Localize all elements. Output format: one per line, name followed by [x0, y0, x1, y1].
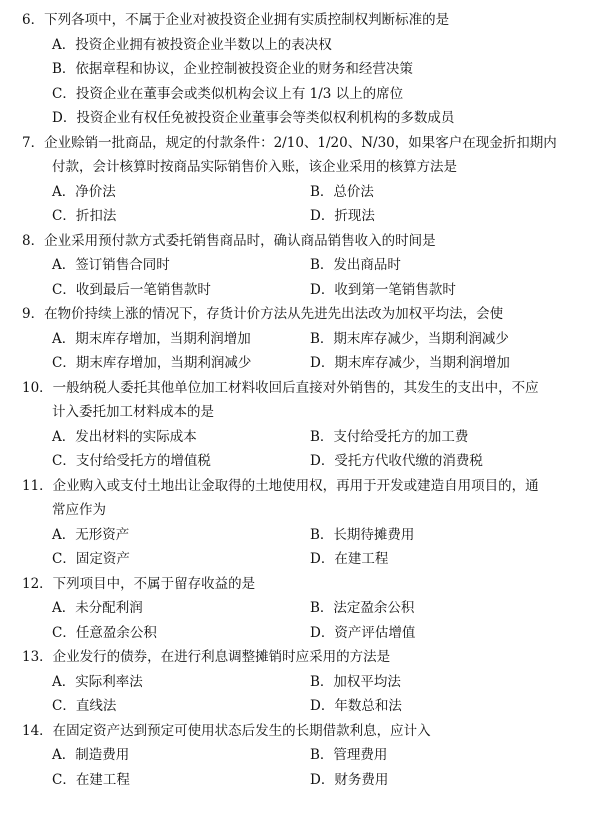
- option-b: B．长期待摊费用: [310, 526, 415, 543]
- options: [22, 253, 580, 302]
- question-11: [22, 474, 580, 572]
- option-c: C．直线法: [52, 698, 117, 714]
- option-d: D．财务费用: [310, 771, 389, 788]
- options: [22, 670, 580, 719]
- question-stem: 8．企业采用预付款方式委托销售商品时，确认商品销售收入的时间是: [22, 232, 436, 249]
- options: [22, 180, 580, 229]
- option-b: B．总价法: [310, 183, 374, 200]
- option-a: A．发出材料的实际成本: [52, 428, 197, 445]
- options: [22, 33, 580, 131]
- option-a: A．制造费用: [52, 747, 130, 763]
- question-stem: 11．企业购入或支付土地出让金取得的土地使用权，再用于开发或建造自用项目的，通: [22, 477, 539, 494]
- option-b: B．管理费用: [310, 747, 388, 763]
- option-c: C．期末库存增加，当期利润减少: [52, 355, 252, 371]
- option-d: D．折现法: [310, 208, 375, 224]
- option-a: A．投资企业拥有被投资企业半数以上的表决权: [52, 36, 332, 53]
- question-stem: 13．企业发行的债券，在进行利息调整摊销时应采用的方法是: [22, 649, 391, 665]
- option-d: D．收到第一笔销售款时: [310, 281, 456, 298]
- option-b: B．期末库存减少，当期利润减少: [310, 330, 509, 347]
- option-d: D．投资企业有权任免被投资企业董事会等类似权利机构的多数成员: [52, 110, 455, 126]
- option-d: D．期末库存减少，当期利润增加: [310, 355, 510, 371]
- question-10: [22, 376, 580, 474]
- option-a: A．签订销售合同时: [52, 257, 170, 273]
- option-c: C．在建工程: [52, 771, 130, 788]
- option-a: A．净价法: [52, 183, 116, 200]
- option-a: A．未分配利润: [52, 600, 143, 616]
- question-13: [22, 645, 580, 719]
- option-d: D．受托方代收代缴的消费税: [310, 453, 483, 469]
- question-stem: 6．下列各项中，不属于企业对被投资企业拥有实质控制权判断标准的是: [22, 12, 450, 28]
- question-stem: 7．企业赊销一批商品，规定的付款条件：2/10、1/20、N/30，如果客户在现金折扣期内: [22, 134, 557, 151]
- question-stem-continued: 常应作为: [52, 502, 106, 518]
- question-stem-continued: 计入委托加工材料成本的是: [52, 404, 214, 420]
- option-c: C．折扣法: [52, 208, 117, 224]
- option-b: B．依据章程和协议，企业控制被投资企业的财务和经营决策: [52, 61, 413, 77]
- options: [22, 523, 580, 572]
- option-c: C．支付给受托方的增值税: [52, 453, 211, 469]
- option-d: D．资产评估增值: [310, 624, 416, 641]
- option-d: D．年数总和法: [310, 698, 402, 714]
- question-9: [22, 302, 580, 376]
- question-7: [22, 131, 580, 229]
- option-a: A．无形资产: [52, 526, 130, 543]
- question-stem: 10．一般纳税人委托其他单位加工材料收回后直接对外销售的，其发生的支出中，不应: [22, 379, 539, 396]
- question-stem-continued: 付款，会计核算时按商品实际销售价入账，该企业采用的核算方法是: [52, 159, 457, 175]
- option-b: B．支付给受托方的加工费: [310, 428, 469, 445]
- question-stem: 12．下列项目中，不属于留存收益的是: [22, 575, 256, 592]
- option-a: A．期末库存增加，当期利润增加: [52, 330, 251, 347]
- question-8: [22, 229, 580, 303]
- option-c: C．投资企业在董事会或类似机构会议上有 1/3 以上的席位: [52, 85, 404, 102]
- question-6: [22, 8, 580, 131]
- option-b: B．法定盈余公积: [310, 600, 415, 616]
- question-12: [22, 572, 580, 646]
- option-a: A．实际利率法: [52, 673, 143, 690]
- options: [22, 743, 580, 792]
- question-stem: 9．在物价持续上涨的情况下，存货计价方法从先进先出法改为加权平均法，会使: [22, 306, 504, 322]
- options: [22, 327, 580, 376]
- option-b: B．加权平均法: [310, 673, 401, 690]
- options: [22, 425, 580, 474]
- option-c: C．任意盈余公积: [52, 624, 157, 641]
- question-stem: 14．在固定资产达到预定可使用状态后发生的长期借款利息，应计入: [22, 722, 431, 739]
- option-d: D．在建工程: [310, 551, 389, 567]
- options: [22, 596, 580, 645]
- option-b: B．发出商品时: [310, 257, 401, 273]
- option-c: C．收到最后一笔销售款时: [52, 281, 211, 298]
- option-c: C．固定资产: [52, 551, 130, 567]
- question-14: [22, 719, 580, 793]
